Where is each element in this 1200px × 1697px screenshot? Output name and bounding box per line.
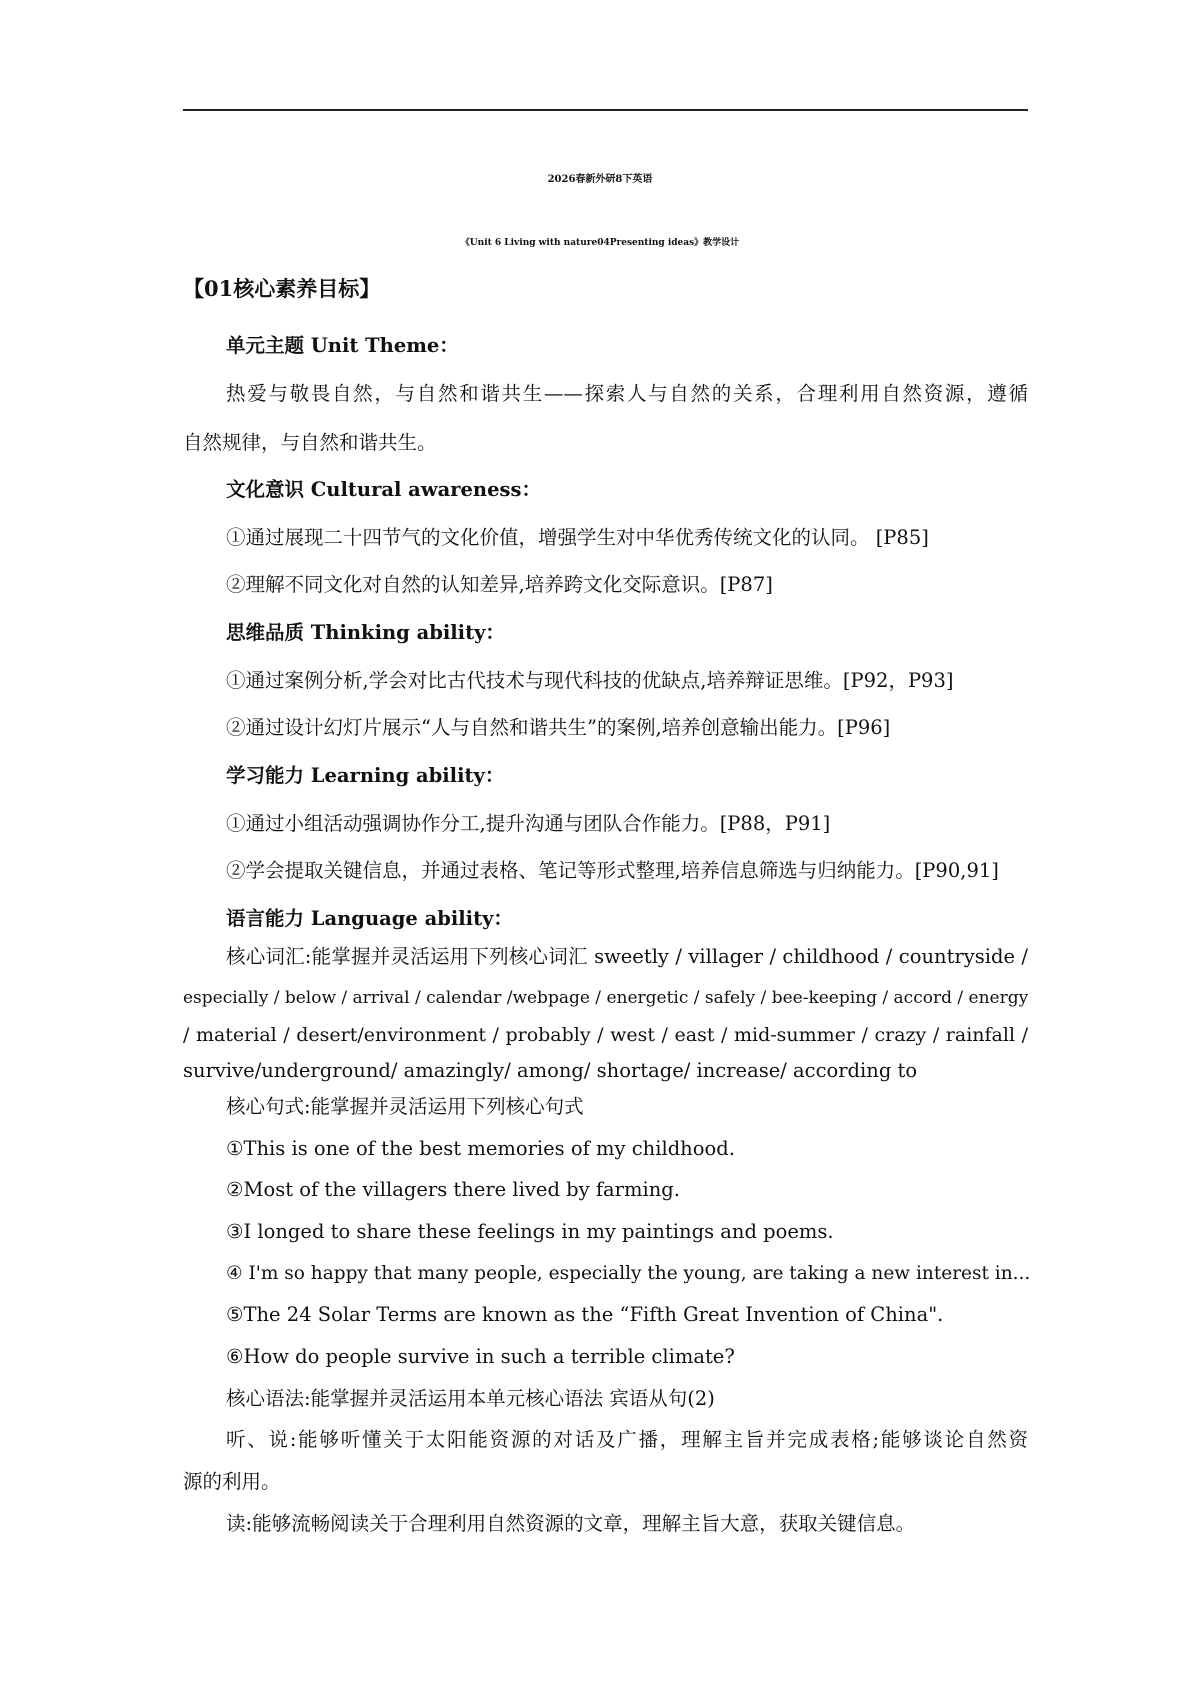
sentence-item-4: ④ I'm so happy that many people, especially the young, are taking a new interest in... [226, 1263, 1031, 1284]
theme-text-line-2: 自然规律，与自然和谐共生。 [183, 431, 437, 454]
document-title: 2026春新外研8下英语 [547, 174, 653, 185]
header-rule [183, 109, 1028, 111]
vocab-line-2: especially / below / arrival / calendar /webpage / energetic / safely / bee-keeping / accord / energy [183, 988, 1029, 1008]
vocab-line-3: / material / desert/environment / probably / west / east / mid-summer / crazy / rainfall / [183, 1024, 1028, 1046]
thinking-heading: 思维品质 Thinking ability： [226, 621, 505, 644]
thinking-item-1: ①通过案例分析,学会对比古代技术与现代科技的优缺点,培养辩证思维。[P92，P93] [226, 669, 954, 692]
vocab-line-1: 核心词汇:能掌握并灵活运用下列核心词汇 sweetly / villager / childhood / countryside / [226, 945, 1028, 968]
vocab-line-4: survive/underground/ amazingly/ among/ shortage/ increase/ according to [183, 1059, 918, 1082]
culture-item-1: ①通过展现二十四节气的文化价值，增强学生对中华优秀传统文化的认同。 [P85] [226, 526, 929, 549]
theme-heading: 单元主题 Unit Theme： [226, 334, 459, 357]
learning-item-1: ①通过小组活动强调协作分工,提升沟通与团队合作能力。[P88，P91] [226, 812, 831, 835]
thinking-item-2: ②通过设计幻灯片展示“人与自然和谐共生”的案例,培养创意输出能力。[P96] [226, 716, 891, 739]
sentence-item-3: ③I longed to share these feelings in my paintings and poems. [226, 1220, 834, 1243]
learning-heading: 学习能力 Learning ability： [226, 764, 505, 787]
sentence-item-6: ⑥How do people survive in such a terrible climate? [226, 1345, 735, 1368]
learning-item-2: ②学会提取关键信息，并通过表格、笔记等形式整理,培养信息筛选与归纳能力。[P90,91] [226, 859, 999, 882]
theme-text-line-1: 热爱与敬畏自然，与自然和谐共生——探索人与自然的关系，合理利用自然资源，遵循 [226, 382, 1028, 405]
document-subtitle: 《Unit 6 Living with nature04Presenting ideas》教学设计 [460, 238, 740, 248]
reading-line: 读:能够流畅阅读关于合理利用自然资源的文章，理解主旨大意，获取关键信息。 [226, 1512, 916, 1535]
listening-line-2: 源的利用。 [183, 1470, 281, 1493]
grammar-line: 核心语法:能掌握并灵活运用本单元核心语法 宾语从句(2) [226, 1387, 715, 1410]
sentence-item-1: ①This is one of the best memories of my childhood. [226, 1137, 735, 1160]
sentence-item-2: ②Most of the villagers there lived by farming. [226, 1178, 680, 1201]
sentence-item-5: ⑤The 24 Solar Terms are known as the “Fifth Great Invention of China". [226, 1303, 944, 1326]
culture-item-2: ②理解不同文化对自然的认知差异,培养跨文化交际意识。[P87] [226, 573, 773, 596]
sentence-intro: 核心句式:能掌握并灵活运用下列核心句式 [226, 1095, 584, 1118]
listening-line-1: 听、说:能够听懂关于太阳能资源的对话及广播，理解主旨并完成表格;能够谈论自然资 [226, 1428, 1028, 1451]
section-heading: 【01核心素养目标】 [183, 276, 381, 301]
culture-heading: 文化意识 Cultural awareness： [226, 478, 541, 501]
language-heading: 语言能力 Language ability： [226, 907, 513, 930]
